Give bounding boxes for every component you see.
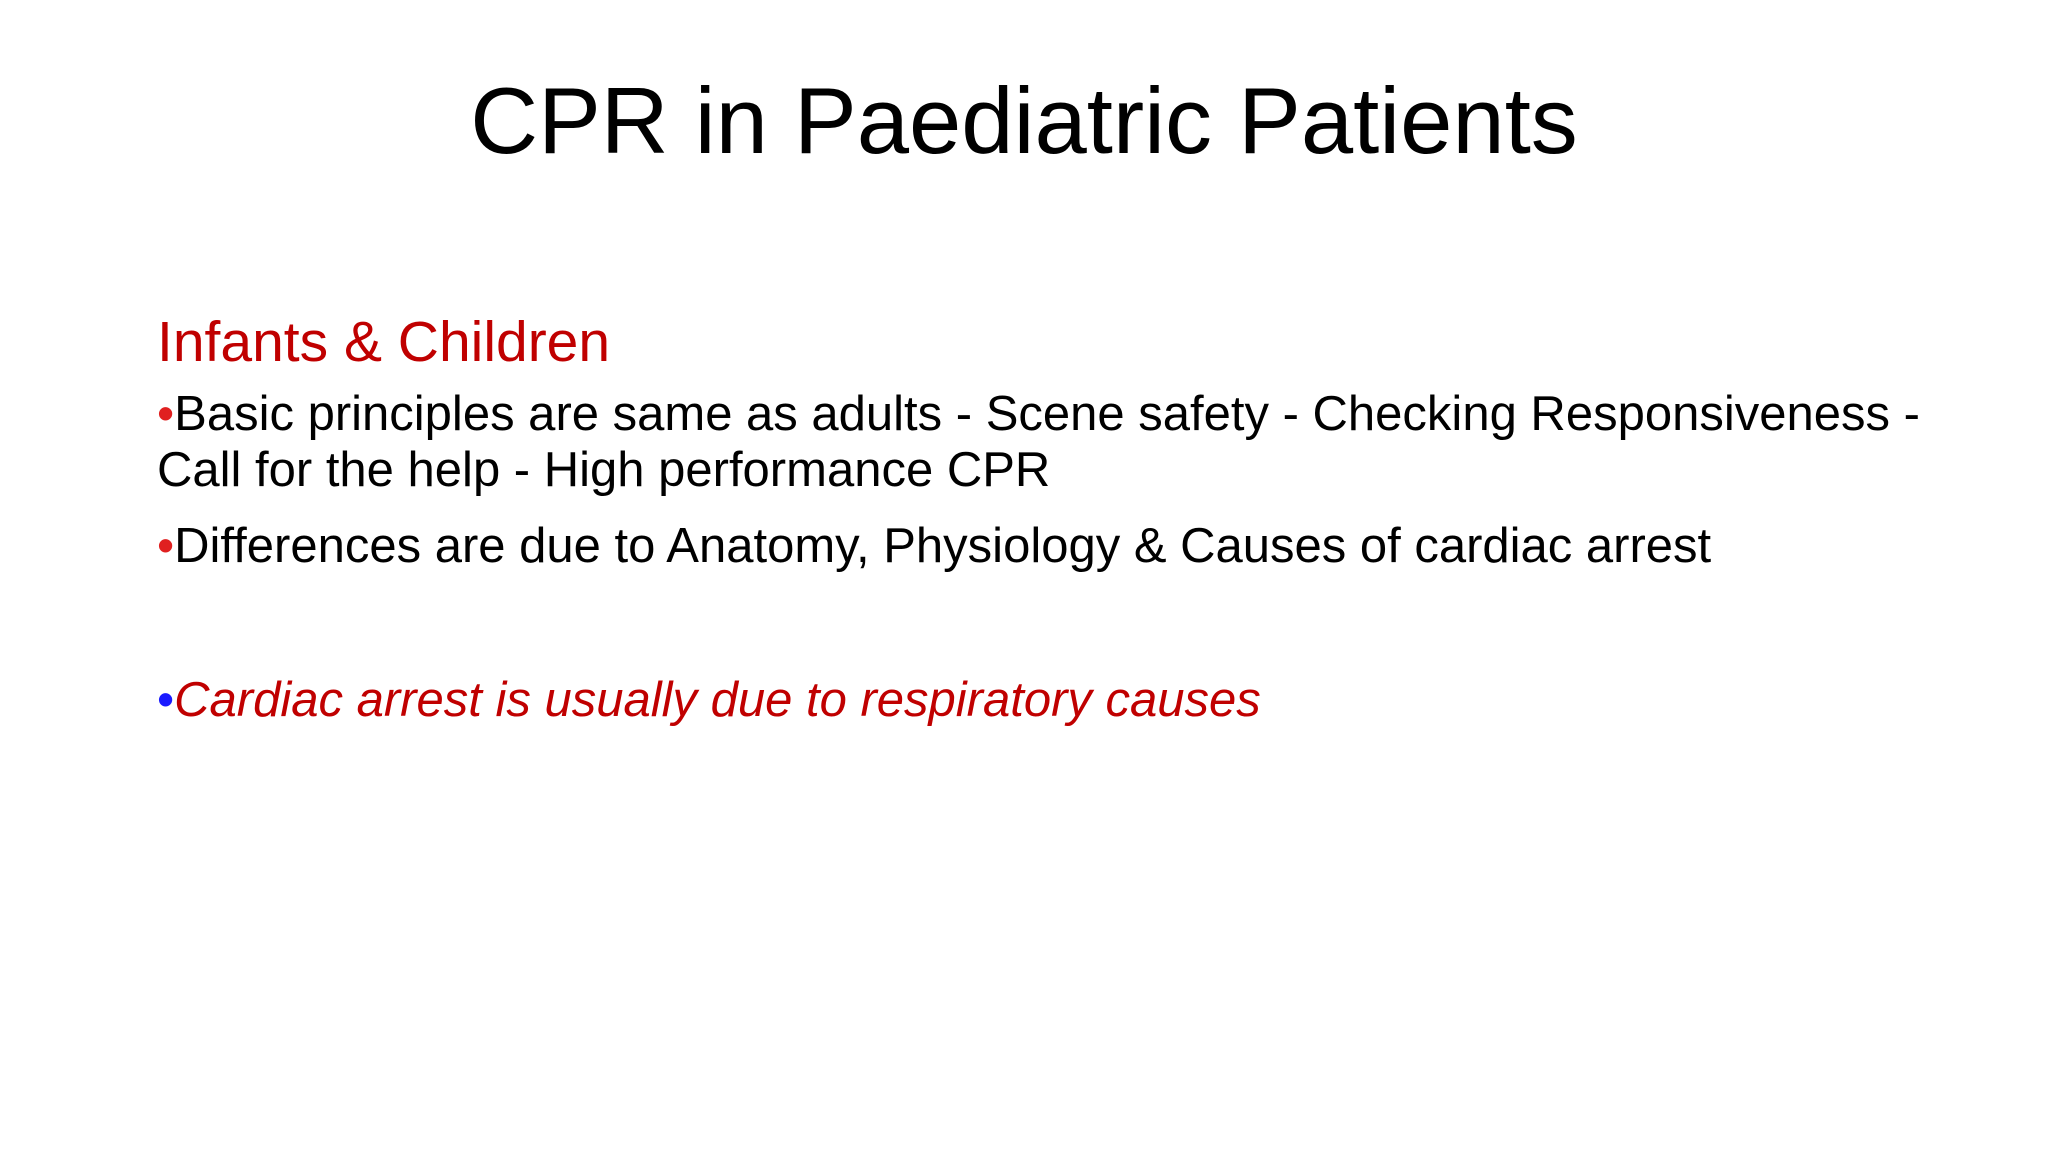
bullet-marker: • [157,387,175,441]
section-subheading: Infants & Children [157,310,611,374]
bullet-marker: • [157,673,175,727]
bullet-text-emphasis: Cardiac arrest is usually due to respiratory causes [174,673,1261,727]
bullet-item-3 [157,672,1957,728]
bullet-item-2 [157,518,1957,574]
slide-content [157,308,1957,748]
bullet-item-1 [157,386,1957,498]
bullet-text: Differences are due to Anatomy, Physiology & Causes of cardiac arrest [174,519,1712,573]
bullet-text: Basic principles are same as adults - Scene safety - Checking Responsiveness - Call for the help - High performance CPR [157,387,1920,497]
slide-title: CPR in Paediatric Patients [470,68,1578,173]
spacer [157,594,1957,672]
bullet-marker: • [157,519,175,573]
